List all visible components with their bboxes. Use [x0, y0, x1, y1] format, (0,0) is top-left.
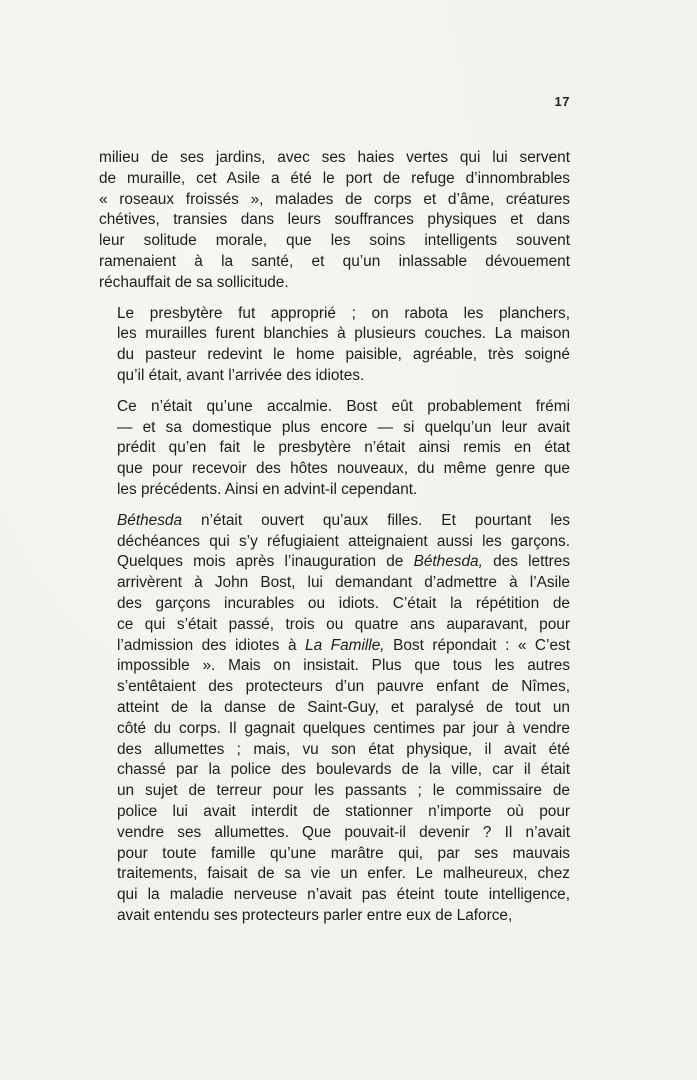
text-fragment: déchéances qui s’y réfugiaient atteignaient aussi les garçons.	[117, 532, 570, 550]
text-fragment: côté du corps. Il gagnait quelques centimes par jour à vendre	[117, 719, 570, 737]
body-text	[99, 148, 570, 937]
text-fragment: un sujet de terreur pour les passants ; le commissaire de	[117, 782, 570, 800]
text-line	[99, 231, 570, 252]
text-line	[99, 906, 570, 927]
text-line	[99, 324, 570, 345]
text-fragment: ce qui s’était passé, trois ou quatre ans auparavant, pour	[117, 615, 570, 633]
text-line	[99, 615, 570, 636]
text-fragment: s’entêtaient des protecteurs d’un pauvre enfant de Nîmes,	[117, 678, 570, 696]
paragraph	[99, 511, 570, 927]
text-line	[99, 885, 570, 906]
text-fragment: des allumettes ; mais, vu son état physique, il avait été	[117, 740, 570, 758]
text-fragment: réchauffait de sa sollicitude.	[99, 273, 289, 291]
paragraph	[99, 304, 570, 387]
text-line	[99, 511, 570, 532]
text-fragment: qu’il était, avant l’arrivée des idiotes.	[117, 366, 365, 384]
text-line	[99, 366, 570, 387]
text-line	[99, 345, 570, 366]
text-line	[99, 760, 570, 781]
page-number: 17	[554, 94, 570, 109]
text-fragment: que pour recevoir des hôtes nouveaux, du même genre que	[117, 460, 570, 478]
text-line	[99, 719, 570, 740]
text-fragment: Bost répondait : « C’est	[384, 636, 570, 654]
text-line	[99, 844, 570, 865]
text-line	[99, 459, 570, 480]
text-line	[99, 480, 570, 501]
text-fragment: chassé par la police des boulevards de la ville, car il était	[117, 761, 570, 779]
text-line	[99, 656, 570, 677]
text-fragment: Quelques mois après l’inauguration de	[117, 553, 414, 571]
text-fragment: n’était ouvert qu’aux filles. Et pourtant les	[182, 511, 570, 529]
text-fragment: Ce n’était qu’une accalmie. Bost eût probablement frémi	[117, 397, 570, 415]
text-line	[99, 532, 570, 553]
text-fragment: ramenaient à la santé, et qu’un inlassable dévouement	[99, 252, 570, 270]
text-fragment: les murailles furent blanchies à plusieurs couches. La maison	[117, 325, 570, 343]
text-fragment: chétives, transies dans leurs souffrances physiques et dans	[99, 211, 570, 229]
text-fragment: prédit qu’en fait le presbytère n’était ainsi remis en état	[117, 439, 570, 457]
text-fragment: qui la maladie nerveuse n’avait pas éteint toute intelligence,	[117, 886, 570, 904]
italic-text: Béthesda	[117, 511, 183, 529]
text-fragment: des garçons incurables ou idiots. C’était la répétition de	[117, 594, 570, 612]
text-line	[99, 148, 570, 169]
text-line	[99, 677, 570, 698]
text-fragment: — et sa domestique plus encore — si quelqu’un leur avait	[117, 418, 570, 436]
text-fragment: l’admission des idiotes à	[117, 636, 306, 654]
text-line	[99, 781, 570, 802]
text-fragment: impossible ». Mais on insistait. Plus que tous les autres	[117, 657, 570, 675]
text-line	[99, 552, 570, 573]
text-fragment: police lui avait interdit de stationner n’importe où pour	[117, 802, 570, 820]
text-line	[99, 438, 570, 459]
paragraph	[99, 148, 570, 294]
italic-text: Béthesda,	[413, 553, 483, 571]
text-line	[99, 864, 570, 885]
text-fragment: pour toute famille qu’une marâtre qui, par ses mauvais	[117, 844, 570, 862]
text-line	[99, 594, 570, 615]
text-line	[99, 304, 570, 325]
text-fragment: traitements, faisait de sa vie un enfer. Le malheureux, chez	[117, 865, 570, 883]
text-line	[99, 418, 570, 439]
text-line	[99, 252, 570, 273]
text-line	[99, 740, 570, 761]
text-fragment: avait entendu ses protecteurs parler entre eux de Laforce,	[117, 906, 513, 924]
text-line	[99, 169, 570, 190]
text-fragment: leur solitude morale, que les soins intelligents souvent	[99, 232, 570, 250]
text-fragment: « roseaux froissés », malades de corps et d’âme, créatures	[99, 190, 570, 208]
text-fragment: du pasteur redevint le	[117, 346, 297, 364]
italic-text: La Famille,	[305, 636, 385, 654]
text-line	[99, 802, 570, 823]
text-fragment: Le presbytère fut approprié ; on rabota les planchers,	[117, 304, 570, 322]
text-line	[99, 210, 570, 231]
text-fragment: milieu de ses jardins, avec ses haies vertes qui lui servent	[99, 149, 570, 166]
text-line	[99, 636, 570, 657]
text-line	[99, 698, 570, 719]
text-fragment: de muraille, cet Asile a été le port de refuge d’innombrables	[99, 169, 570, 187]
text-fragment: arrivèrent à John Bost, lui demandant d’admettre à l’Asile	[117, 574, 570, 592]
text-fragment: atteint de la danse de Saint-Guy, et paralysé de tout un	[117, 698, 570, 716]
text-fragment: des lettres	[482, 553, 571, 571]
text-line	[99, 823, 570, 844]
text-fragment: les précédents. Ainsi en advint-il cependant.	[117, 480, 418, 498]
text-line	[99, 190, 570, 211]
text-line	[99, 397, 570, 418]
paragraph	[99, 397, 570, 501]
text-fragment: vendre ses allumettes. Que pouvait-il devenir ? Il n’avait	[117, 823, 570, 841]
text-line	[99, 273, 570, 294]
text-fragment: paisible, agréable, très soigné	[334, 346, 570, 364]
text-fragment: home	[296, 346, 335, 364]
text-line	[99, 573, 570, 594]
